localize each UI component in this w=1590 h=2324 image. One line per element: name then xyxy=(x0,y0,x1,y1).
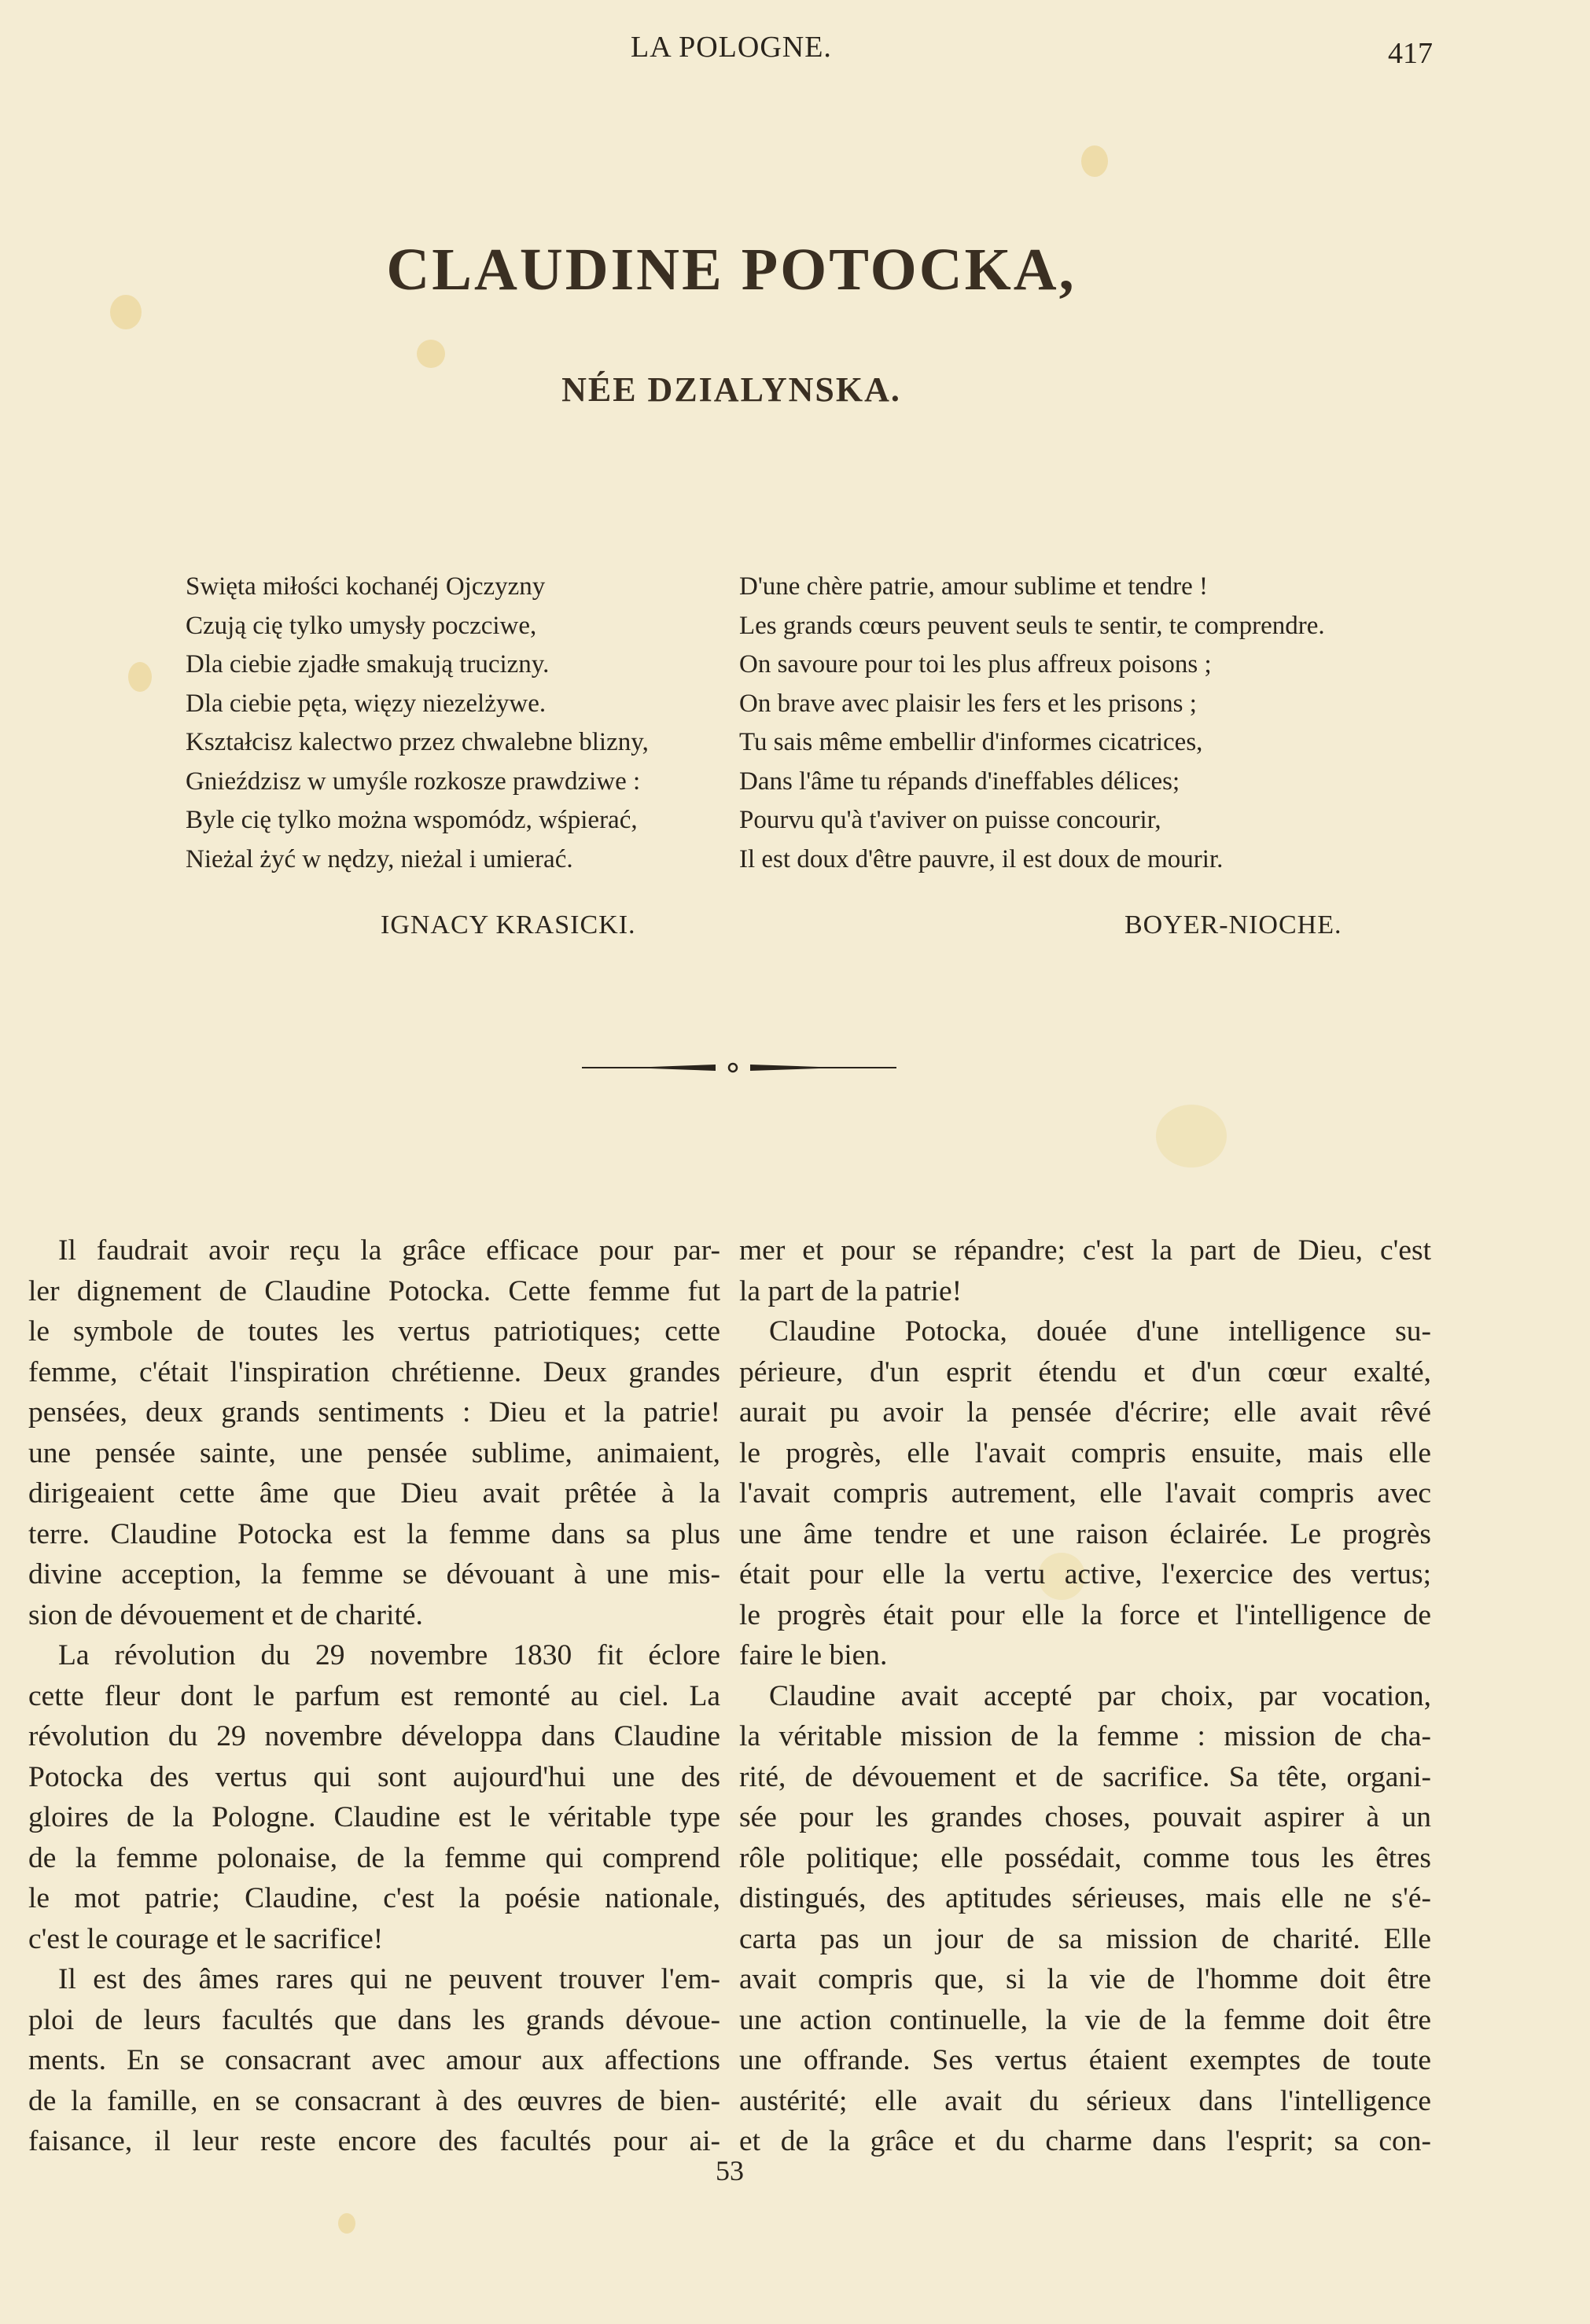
body-text-line: cette fleur dont le parfum est remonté au ciel. La xyxy=(28,1679,720,1712)
poem-line: Czują cię tylko umysły poczciwe, xyxy=(186,611,537,640)
body-text-line: divine acception, la femme se dévouant à une mis- xyxy=(28,1558,720,1590)
poem-line: Byle cię tylko można wspomódz, wśpierać, xyxy=(186,806,638,834)
poem-line: Les grands cœurs peuvent seuls te sentir, te comprendre. xyxy=(739,611,1325,640)
body-text-line: de la femme polonaise, de la femme qui comprend xyxy=(28,1841,720,1874)
body-text-line: faisance, il leur reste encore des facultés pour ai- xyxy=(28,2125,720,2157)
body-text-line: ments. En se consacrant avec amour aux affections xyxy=(28,2044,720,2076)
body-text-line: le progrès était pour elle la force et l'intelligence de xyxy=(739,1598,1431,1631)
poem-line: Pourvu qu'à t'aviver on puisse concourir, xyxy=(739,806,1161,834)
stain-mark xyxy=(1081,145,1108,177)
poem-line: D'une chère patrie, amour sublime et tendre ! xyxy=(739,572,1209,601)
body-text-line: avait compris que, si la vie de l'homme doit être xyxy=(739,1963,1431,1995)
body-text-line: mer et pour se répandre; c'est la part de Dieu, c'est xyxy=(739,1234,1431,1267)
poem-line: Il est doux d'être pauvre, il est doux de mourir. xyxy=(739,844,1224,873)
page-number: 417 xyxy=(1388,37,1433,70)
body-column-right xyxy=(739,1230,1431,2162)
poem-line: Tu sais même embellir d'informes cicatrices, xyxy=(739,728,1203,756)
french-poem-author: BOYER-NIOCHE. xyxy=(1124,910,1342,940)
body-text-line: la part de la patrie! xyxy=(739,1274,962,1307)
body-text-line: le progrès, elle l'avait compris ensuite, mais elle xyxy=(739,1436,1431,1469)
polish-epigraph xyxy=(186,568,728,879)
body-text-line: sion de dévouement et de charité. xyxy=(28,1598,423,1631)
article-subtitle: NÉE DZIALYNSKA. xyxy=(561,370,901,409)
body-text-line: faire le bien. xyxy=(739,1639,888,1671)
body-text-line: gloires de la Pologne. Claudine est le véritable type xyxy=(28,1801,720,1833)
body-text-line: le mot patrie; Claudine, c'est la poésie nationale, xyxy=(28,1882,720,1914)
body-text-line: Il est des âmes rares qui ne peuvent trouver l'em- xyxy=(58,1963,720,1995)
poem-line: Dans l'âme tu répands d'ineffables délices; xyxy=(739,767,1180,796)
article-title: CLAUDINE POTOCKA, xyxy=(386,237,1077,303)
body-text-line: dirigeaient cette âme que Dieu avait prêtée à la xyxy=(28,1477,720,1509)
polish-poem-author: IGNACY KRASICKI. xyxy=(381,910,636,940)
stain-mark xyxy=(1156,1105,1227,1168)
body-text-line: ploi de leurs facultés que dans les grands dévoue- xyxy=(28,2003,720,2036)
poem-line: Dla ciebie pęta, więzy niezelżywe. xyxy=(186,689,547,718)
body-text-line: Claudine Potocka, douée d'une intelligence su- xyxy=(769,1315,1431,1348)
section-divider-ornament xyxy=(582,1058,896,1077)
poem-line: Swięta miłości kochanéj Ojczyzny xyxy=(186,572,546,601)
body-text-line: femme, c'était l'inspiration chrétienne. Deux grandes xyxy=(28,1355,720,1388)
body-text-line: sée pour les grandes choses, pouvait aspirer à un xyxy=(739,1801,1431,1833)
body-text-line: Claudine avait accepté par choix, par vocation, xyxy=(769,1679,1431,1712)
poem-line: On savoure pour toi les plus affreux poisons ; xyxy=(739,650,1212,678)
running-head xyxy=(0,30,1590,77)
body-text-line: l'avait compris autrement, elle l'avait compris avec xyxy=(739,1477,1431,1509)
stain-mark xyxy=(338,2213,355,2234)
body-text-line: de la famille, en se consacrant à des œuvres de bien- xyxy=(28,2084,720,2117)
body-text-line: Il faudrait avoir reçu la grâce efficace pour par- xyxy=(58,1234,720,1267)
body-text-line: et de la grâce et du charme dans l'esprit; sa con- xyxy=(739,2125,1431,2157)
body-text-line: pensées, deux grands sentiments : Dieu et la patrie! xyxy=(28,1396,720,1429)
poem-line: Gnieździsz w umyśle rozkosze prawdziwe : xyxy=(186,767,641,796)
body-text-line: une âme tendre et une raison éclairée. Le progrès xyxy=(739,1517,1431,1550)
body-text-line: c'est le courage et le sacrifice! xyxy=(28,1922,384,1955)
signature-mark: 53 xyxy=(716,2155,744,2186)
body-text-line: la véritable mission de la femme : mission de cha- xyxy=(739,1720,1431,1752)
body-text-line: révolution du 29 novembre développa dans Claudine xyxy=(28,1720,720,1752)
poem-line: On brave avec plaisir les fers et les prisons ; xyxy=(739,689,1197,718)
body-text-line: une pensée sainte, une pensée sublime, animaient, xyxy=(28,1436,720,1469)
body-text-line: carta pas un jour de sa mission de charité. Elle xyxy=(739,1922,1431,1955)
body-text-line: distingués, des aptitudes sérieuses, mais elle ne s'é- xyxy=(739,1882,1431,1914)
stain-mark xyxy=(128,662,152,692)
body-text-line: terre. Claudine Potocka est la femme dans sa plus xyxy=(28,1517,720,1550)
body-text-line: Potocka des vertus qui sont aujourd'hui une des xyxy=(28,1760,720,1793)
body-text-line: ler dignement de Claudine Potocka. Cette femme fut xyxy=(28,1274,720,1307)
stain-mark xyxy=(417,340,445,368)
body-text-line: rité, de dévouement et de sacrifice. Sa tête, organi- xyxy=(739,1760,1431,1793)
french-epigraph xyxy=(739,568,1431,879)
body-text-line: La révolution du 29 novembre 1830 fit éclore xyxy=(58,1639,720,1671)
body-text-line: périeure, d'un esprit étendu et d'un cœur exalté, xyxy=(739,1355,1431,1388)
body-text-line: aurait pu avoir la pensée d'écrire; elle avait rêvé xyxy=(739,1396,1431,1429)
body-text-line: une action continuelle, la vie de la femme doit être xyxy=(739,2003,1431,2036)
running-title: LA POLOGNE. xyxy=(631,31,832,64)
body-text-line: une offrande. Ses vertus étaient exemptes de toute xyxy=(739,2044,1431,2076)
poem-line: Kształcisz kalectwo przez chwalebne blizny, xyxy=(186,728,649,756)
body-column-left xyxy=(28,1230,720,2162)
body-text-line: était pour elle la vertu active, l'exercice des vertus; xyxy=(739,1558,1431,1590)
poem-line: Nieżal żyć w nędzy, nieżal i umierać. xyxy=(186,844,573,873)
body-text-line: le symbole de toutes les vertus patriotiques; cette xyxy=(28,1315,720,1348)
body-text-line: rôle politique; elle possédait, comme tous les êtres xyxy=(739,1841,1431,1874)
body-text-line: austérité; elle avait du sérieux dans l'intelligence xyxy=(739,2084,1431,2117)
poem-line: Dla ciebie zjadłe smakują trucizny. xyxy=(186,650,550,678)
